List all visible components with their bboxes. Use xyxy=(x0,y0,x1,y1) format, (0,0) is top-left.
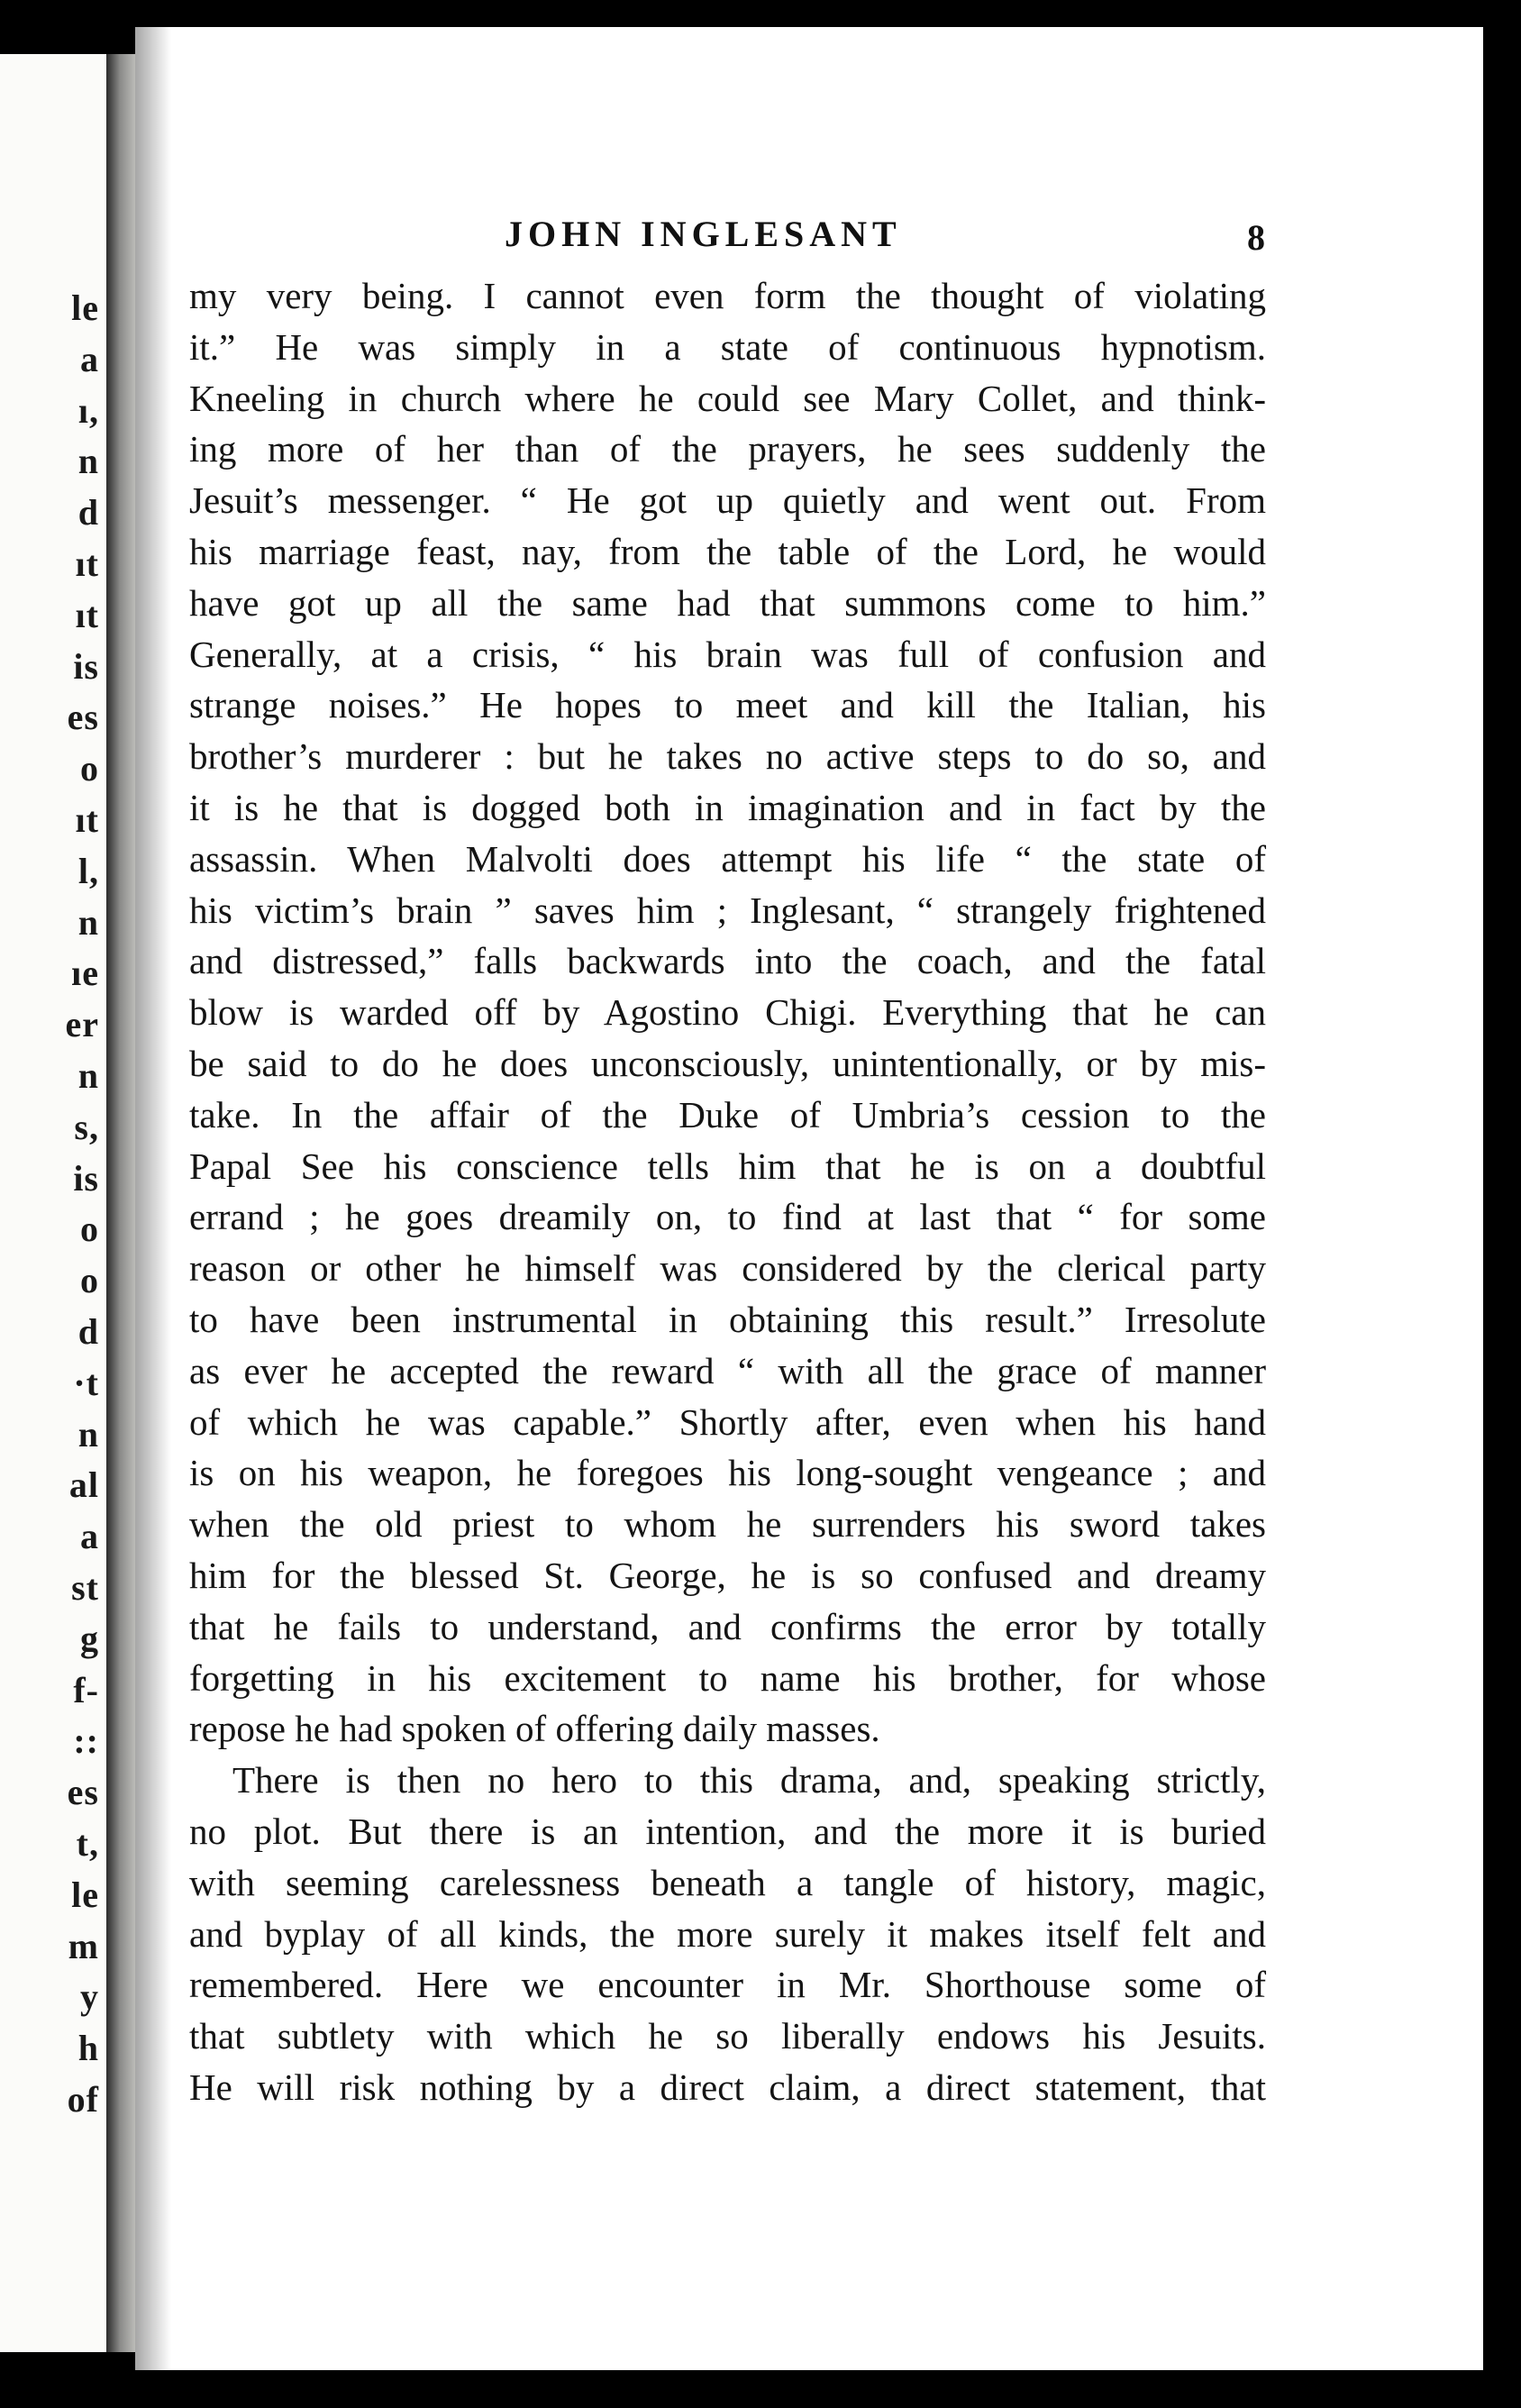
left-page-fragment: s, xyxy=(74,1106,99,1147)
left-page-fragment: n xyxy=(77,1413,99,1455)
page-edge-shadow xyxy=(135,27,171,2370)
left-page-fragment: o xyxy=(80,748,99,789)
left-page-fragment: t, xyxy=(76,1823,99,1864)
left-page-fragment: a xyxy=(80,338,99,379)
left-page-fragment: es xyxy=(67,697,99,738)
text-line: as ever he accepted the reward “ with all the grace of manner xyxy=(189,1349,1266,1391)
text-line: him for the blessed St. George, he is so confused and dreamy xyxy=(189,1554,1266,1596)
left-page-fragment: le xyxy=(71,287,99,328)
text-line: that he fails to understand, and confirms the error by totally xyxy=(189,1605,1266,1647)
left-page-fragment: ıt xyxy=(75,799,99,840)
text-line: Papal See his conscience tells him that he is on a doubtful xyxy=(189,1145,1266,1187)
left-page-fragment: g xyxy=(80,1618,99,1659)
left-page-fragment: l, xyxy=(77,850,99,891)
left-page-fragment: o xyxy=(80,1209,99,1250)
text-line: it is he that is dogged both in imagination and in fact by the xyxy=(189,786,1266,828)
text-line: when the old priest to whom he surrenders his sword takes xyxy=(189,1503,1266,1546)
text-line: no plot. But there is an intention, and the more it is buried xyxy=(189,1810,1266,1852)
page-number: 8 xyxy=(1247,217,1265,258)
text-line: with seeming carelessness beneath a tangle of history, magic, xyxy=(189,1861,1266,1903)
text-line: to have been instrumental in obtaining this result.” Irresolute xyxy=(189,1298,1266,1340)
paragraph xyxy=(189,1755,1266,2113)
text-line: of which he was capable.” Shortly after, even when his hand xyxy=(189,1400,1266,1443)
left-page-fragment: ıt xyxy=(75,594,99,635)
text-line: his marriage feast, nay, from the table of the Lord, he would xyxy=(189,530,1266,572)
left-page-fragment: h xyxy=(77,2028,99,2069)
left-page-fragment: d xyxy=(77,1311,99,1352)
left-page-fragment: ı, xyxy=(77,389,99,431)
left-page-fragment: f- xyxy=(73,1669,99,1710)
text-line: brother’s murderer : but he takes no active steps to do so, and xyxy=(189,735,1266,778)
text-line: strange noises.” He hopes to meet and kill the Italian, his xyxy=(189,684,1266,726)
left-page-fragment: m xyxy=(68,1925,99,1966)
text-line: his victim’s brain ” saves him ; Inglesant, “ strangely frightened xyxy=(189,889,1266,931)
text-line: errand ; he goes dreamily on, to find at last that “ for some xyxy=(189,1196,1266,1238)
text-line: Jesuit’s messenger. “ He got up quietly and went out. From xyxy=(189,479,1266,522)
text-line: assassin. When Malvolti does attempt his life “ the state of xyxy=(189,837,1266,880)
left-page-fragment: d xyxy=(77,492,99,534)
left-page-edge xyxy=(0,54,106,2352)
text-line: repose he had spoken of offering daily masses. xyxy=(189,1708,880,1750)
body-text xyxy=(189,270,1266,2113)
left-page-fragment: es xyxy=(67,1772,99,1813)
left-page-fragment: n xyxy=(77,901,99,943)
text-line: forgetting in his excitement to name his brother, for whose xyxy=(189,1656,1266,1699)
left-page-fragment: is xyxy=(73,645,99,687)
left-page-fragment: o xyxy=(80,1260,99,1301)
left-page-fragment: n xyxy=(77,1055,99,1096)
left-page-fragment: er xyxy=(65,1004,99,1045)
left-page-fragment: al xyxy=(68,1464,99,1506)
text-line: that subtlety with which he so liberally endows his Jesuits. xyxy=(189,2015,1266,2057)
left-page-fragment: st xyxy=(71,1567,99,1608)
text-line: take. In the affair of the Duke of Umbria’s cession to the xyxy=(189,1093,1266,1136)
text-line: it.” He was simply in a state of continuous hypnotism. xyxy=(189,325,1266,368)
left-page-fragment: is xyxy=(73,1157,99,1199)
text-line: is on his weapon, he foregoes his long-sought vengeance ; and xyxy=(189,1452,1266,1494)
text-line: He will risk nothing by a direct claim, a direct statement, that xyxy=(189,2066,1266,2108)
text-line: be said to do he does unconsciously, unintentionally, or by mis- xyxy=(189,1042,1266,1084)
text-line: There is then no hero to this drama, and, speaking strictly, xyxy=(232,1759,1266,1801)
text-line: Generally, at a crisis, “ his brain was full of confusion and xyxy=(189,633,1266,675)
left-page-fragment: of xyxy=(67,2079,99,2120)
text-line: remembered. Here we encounter in Mr. Shorthouse some of xyxy=(189,1964,1266,2006)
text-line: have got up all the same had that summons come to him.” xyxy=(189,581,1266,624)
left-page-fragment: y xyxy=(80,1976,99,2018)
left-page-fragment: ıe xyxy=(71,953,99,994)
paragraph xyxy=(189,270,1266,1755)
text-line: and byplay of all kinds, the more surely it makes itself felt and xyxy=(189,1912,1266,1955)
left-page-fragment: ıt xyxy=(75,543,99,584)
text-line: and distressed,” falls backwards into the coach, and the fatal xyxy=(189,940,1266,982)
left-page-fragment: :: xyxy=(73,1720,99,1762)
running-head: JOHN INGLESANT xyxy=(505,214,902,254)
text-line: reason or other he himself was considered by the clerical party xyxy=(189,1247,1266,1290)
left-page-fragment: a xyxy=(80,1516,99,1557)
text-line: Kneeling in church where he could see Mary Collet, and think- xyxy=(189,377,1266,419)
left-page-fragment: le xyxy=(71,1874,99,1915)
text-line: blow is warded off by Agostino Chigi. Everything that he can xyxy=(189,991,1266,1034)
left-page-fragment: ·t xyxy=(73,1362,99,1403)
left-page-fragment: n xyxy=(77,441,99,482)
text-line: ing more of her than of the prayers, he sees suddenly the xyxy=(189,428,1266,470)
text-line: my very being. I cannot even form the thought of violating xyxy=(189,275,1266,316)
